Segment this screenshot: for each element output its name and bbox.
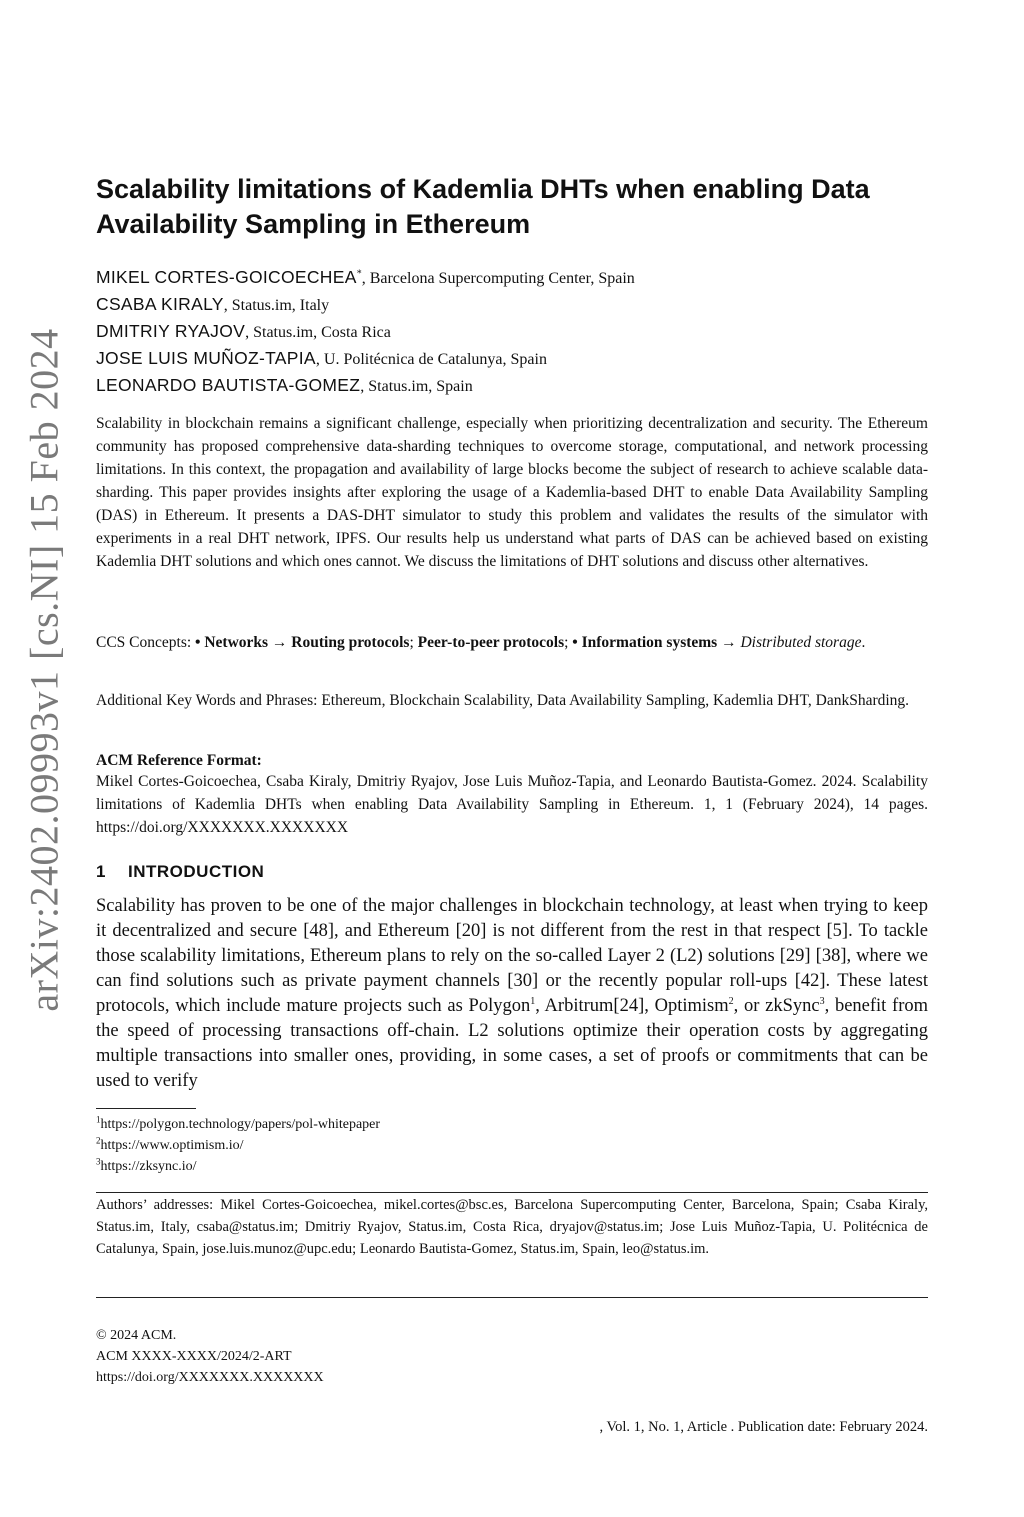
section-title: INTRODUCTION [128, 862, 265, 881]
corresponding-author-mark: * [356, 268, 362, 280]
publication-footer: , Vol. 1, No. 1, Article . Publication date: February 2024. [599, 1419, 928, 1435]
author-name: DMITRIY RYAJOV [96, 321, 246, 341]
copyright-line: © 2024 ACM. [96, 1328, 177, 1343]
ccs-concept: • Information systems → [572, 634, 737, 651]
author-entry [96, 291, 928, 318]
footnote-ref: 1 [530, 995, 536, 1007]
acm-reference-text: Mikel Cortes-Goicoechea, Csaba Kiraly, Dmitriy Ryajov, Jose Luis Muñoz-Tapia, and Leonardo Bautista-Gomez. 2024. Scalability limitations of Kademlia DHTs when enabling Data Availability Sampling in Ethereum. 1, 1 (February 2024), 14 pages. https://doi.org/XXXXXXX.XXXXXXX [96, 773, 928, 836]
ccs-separator: ; [564, 634, 573, 651]
address-divider-bottom [96, 1297, 928, 1298]
ccs-concept: • Networks → Routing protocols [195, 634, 410, 651]
footnote-mark: 3 [96, 1156, 101, 1167]
author-name: LEONARDO BAUTISTA-GOMEZ [96, 375, 361, 395]
intro-text: , Arbitrum[24], Optimism [535, 996, 729, 1016]
intro-text: , benefit from the speed of processing transactions off-chain. L2 solutions optimize their operation costs by aggregating multiple transactions into smaller ones, providing, in some cases, a set of proofs or commitments that can be used to verify [96, 996, 928, 1091]
ccs-concepts [96, 631, 928, 654]
footnote-link[interactable]: https://polygon.technology/papers/pol-whitepaper [100, 1117, 381, 1132]
copyright-block [96, 1325, 928, 1388]
address-divider-top [96, 1192, 928, 1193]
author-affiliation: , Status.im, Costa Rica [245, 324, 391, 341]
author-entry [96, 345, 928, 372]
author-addresses: Authors’ addresses: Mikel Cortes-Goicoechea, mikel.cortes@bsc.es, Barcelona Supercomputing Center, Barcelona, Spain; Csaba Kiraly, Status.im, Italy, csaba@status.im; Dmitriy Ryajov, Status.im, Costa Rica, dryajov@status.im; Jose Luis Muñoz-Tapia, U. Politécnica de Catalunya, Spain, jose.luis.munoz@upc.edu; Leonardo Bautista-Gomez, Status.im, Spain, leo@status.im. [96, 1197, 928, 1257]
intro-text: , or zkSync [733, 996, 820, 1016]
footnote-ref: 2 [728, 995, 734, 1007]
footnote [96, 1114, 928, 1135]
footnote-link[interactable]: https://zksync.io/ [100, 1159, 197, 1174]
paper-title: Scalability limitations of Kademlia DHTs when enabling Data Availability Sampling in Ethereum [96, 174, 870, 239]
acm-reference-heading: ACM Reference Format: [96, 752, 262, 769]
section-heading-introduction [96, 862, 928, 882]
ccs-label: CCS Concepts: [96, 634, 196, 651]
author-entry [96, 264, 928, 291]
intro-text: Scalability has proven to be one of the major challenges in blockchain technology, at least when trying to keep it decentralized and secure [48], and Ethereum [20] is not different from the rest in that respect [5]. To tackle those scalability limitations, Ethereum plans to rely on the so-called Layer 2 (L2) solutions [29] [38], where we can find solutions such as private payment channels [30] or the recently popular roll-ups [42]. These latest protocols, which include mature projects such as Polygon [96, 896, 928, 1016]
ccs-concept: Peer-to-peer protocols [417, 634, 565, 651]
author-name: MIKEL CORTES-GOICOECHEA [96, 267, 357, 287]
keywords: Additional Key Words and Phrases: Ethereum, Blockchain Scalability, Data Availability Sampling, Kademlia DHT, DankSharding. [96, 692, 910, 709]
ccs-end: . [861, 634, 866, 651]
section-number: 1 [96, 862, 106, 881]
author-affiliation: , Status.im, Spain [360, 378, 473, 395]
footnote-mark: 2 [96, 1135, 101, 1146]
footnotes [96, 1114, 928, 1177]
footnote [96, 1135, 928, 1156]
arxiv-identifier-stamp: arXiv:2402.09993v1 [cs.NI] 15 Feb 2024 [21, 328, 67, 1012]
footnote-link[interactable]: https://www.optimism.io/ [100, 1138, 244, 1153]
author-entry [96, 318, 928, 345]
copyright-line: ACM XXXX-XXXX/2024/2-ART [96, 1349, 292, 1364]
author-affiliation: , U. Politécnica de Catalunya, Spain [315, 351, 547, 368]
author-name: JOSE LUIS MUÑOZ-TAPIA [96, 348, 316, 368]
footnote-ref: 3 [819, 995, 825, 1007]
introduction-paragraph [96, 894, 928, 1094]
abstract: Scalability in blockchain remains a significant challenge, especially when prioritizing decentralization and security. The Ethereum community has proposed comprehensive data-sharding techniques to overcome storage, computational, and network processing limitations. In this context, the propagation and availability of large blocks become the subject of research to achieve scalable data-sharding. This paper provides insights after exploring the usage of a Kademlia-based DHT to enable Data Availability Sampling (DAS) in Ethereum. It presents a DAS-DHT simulator to study this problem and validates the results of the simulator with experiments in a real DHT network, IPFS. Our results help us understand what parts of DAS can be achieved based on existing Kademlia DHT solutions and which ones cannot. We discuss the limitations of DHT solutions and discuss other alternatives. [96, 415, 928, 570]
ccs-separator: ; [409, 634, 418, 651]
footnote-divider [96, 1108, 196, 1109]
ccs-concept: Distributed storage [740, 634, 862, 651]
author-list [96, 264, 928, 399]
author-name: CSABA KIRALY [96, 294, 224, 314]
author-entry [96, 372, 928, 399]
footnote-mark: 1 [96, 1114, 101, 1125]
doi-link[interactable]: https://doi.org/XXXXXXX.XXXXXXX [96, 1370, 324, 1385]
author-affiliation: , Status.im, Italy [223, 297, 330, 314]
author-affiliation: , Barcelona Supercomputing Center, Spain [361, 270, 635, 287]
footnote [96, 1156, 928, 1177]
